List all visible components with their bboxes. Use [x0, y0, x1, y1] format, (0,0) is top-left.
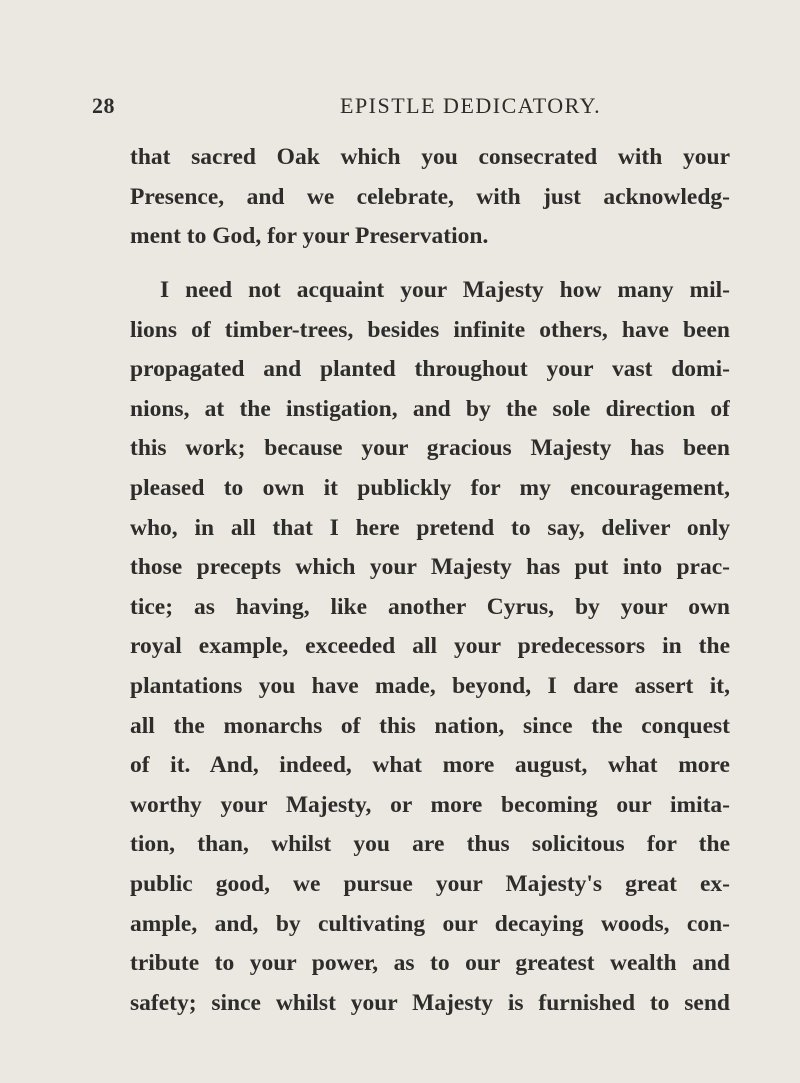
text-line: pleased to own it publickly for my encouragement,	[130, 474, 730, 501]
text-line: tion, than, whilst you are thus solicitous for the	[130, 831, 730, 858]
text-line: of it. And, indeed, what more august, what more	[130, 752, 730, 779]
running-title: EPISTLE DEDICATORY.	[340, 93, 602, 118]
text-line: tribute to your power, as to our greatest wealth and	[130, 950, 730, 977]
running-head	[92, 93, 712, 123]
text-line: safety; since whilst your Majesty is furnished to send	[130, 989, 730, 1016]
text-line: all the monarchs of this nation, since the conquest	[130, 712, 730, 739]
text-line: this work; because your gracious Majesty has been	[130, 435, 730, 462]
text-line: tice; as having, like another Cyrus, by your own	[130, 593, 730, 620]
text-line: that sacred Oak which you consecrated with your	[130, 144, 730, 170]
text-line: royal example, exceeded all your predecessors in the	[130, 633, 730, 660]
text-line: propagated and planted throughout your vast domi-	[130, 356, 730, 383]
paragraph-2	[130, 271, 730, 1023]
text-line: worthy your Majesty, or more becoming our imita-	[130, 791, 730, 818]
text-line: ample, and, by cultivating our decaying woods, con-	[130, 910, 730, 937]
text-line: those precepts which your Majesty has put into prac-	[130, 554, 730, 581]
page-number: 28	[92, 93, 115, 118]
text-line: public good, we pursue your Majesty's great ex-	[130, 870, 730, 897]
text-line: I need not acquaint your Majesty how many mil-	[160, 277, 730, 303]
text-line: nions, at the instigation, and by the sole direction of	[130, 395, 730, 422]
text-line: who, in all that I here pretend to say, deliver only	[130, 514, 730, 541]
text-line: lions of timber-trees, besides infinite others, have been	[130, 316, 730, 343]
text-line: plantations you have made, beyond, I dare assert it,	[130, 672, 730, 699]
text-line: ment to God, for your Preservation.	[130, 223, 489, 250]
paragraph-1	[130, 138, 730, 257]
text-line: Presence, and we celebrate, with just acknowledg-	[130, 183, 730, 210]
